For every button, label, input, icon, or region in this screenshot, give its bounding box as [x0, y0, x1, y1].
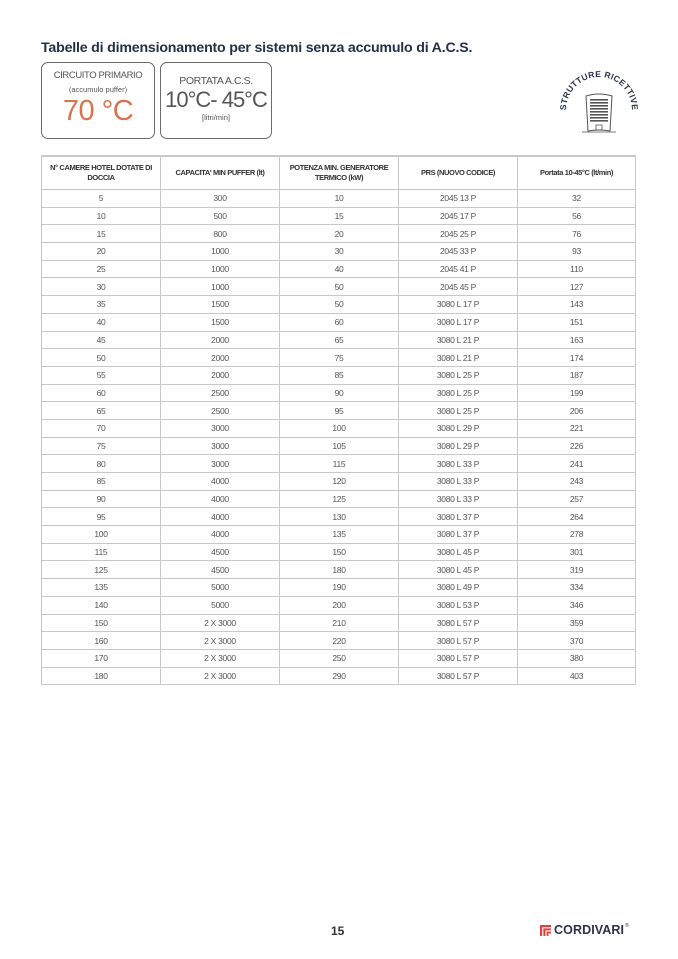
cell-flow-rate: 163 — [518, 331, 636, 349]
cell-flow-rate: 257 — [518, 490, 636, 508]
cell-prs-code: 3080 L 33 P — [399, 490, 518, 508]
table-row — [42, 207, 636, 225]
cell-puffer-capacity: 2500 — [161, 384, 280, 402]
cell-rooms: 75 — [42, 437, 161, 455]
cell-flow-rate: 187 — [518, 366, 636, 384]
cell-flow-rate: 127 — [518, 278, 636, 296]
table-row — [42, 561, 636, 579]
cell-flow-rate: 32 — [518, 190, 636, 208]
cell-prs-code: 2045 25 P — [399, 225, 518, 243]
table-row — [42, 596, 636, 614]
cell-puffer-capacity: 4000 — [161, 473, 280, 491]
cell-flow-rate: 380 — [518, 649, 636, 667]
table-row — [42, 649, 636, 667]
acs-flow-temperature-range: 10°C- 45°C — [165, 87, 267, 112]
cell-puffer-capacity: 1500 — [161, 296, 280, 314]
cell-rooms: 70 — [42, 419, 161, 437]
cell-rooms: 125 — [42, 561, 161, 579]
col-header-prs-code: PRS (NUOVO CODICE) — [399, 156, 518, 190]
table-row — [42, 402, 636, 420]
cell-rooms: 60 — [42, 384, 161, 402]
cell-puffer-capacity: 5000 — [161, 579, 280, 597]
acs-flow-unit: [litri/min] — [202, 113, 230, 122]
cell-rooms: 90 — [42, 490, 161, 508]
cell-generator-power: 65 — [280, 331, 399, 349]
cell-generator-power: 190 — [280, 579, 399, 597]
cell-flow-rate: 359 — [518, 614, 636, 632]
cell-rooms: 160 — [42, 632, 161, 650]
cell-rooms: 35 — [42, 296, 161, 314]
cell-generator-power: 95 — [280, 402, 399, 420]
cell-puffer-capacity: 4500 — [161, 561, 280, 579]
cell-flow-rate: 241 — [518, 455, 636, 473]
cell-prs-code: 2045 17 P — [399, 207, 518, 225]
primary-circuit-temperature: 70 °C — [62, 95, 134, 127]
cell-rooms: 115 — [42, 543, 161, 561]
cell-rooms: 20 — [42, 243, 161, 261]
cell-rooms: 170 — [42, 649, 161, 667]
table-row — [42, 508, 636, 526]
table-row — [42, 632, 636, 650]
table-row — [42, 278, 636, 296]
cell-rooms: 85 — [42, 473, 161, 491]
table-row — [42, 384, 636, 402]
table-row — [42, 667, 636, 685]
cell-puffer-capacity: 2000 — [161, 331, 280, 349]
cell-prs-code: 3080 L 25 P — [399, 366, 518, 384]
table-row — [42, 455, 636, 473]
cell-prs-code: 3080 L 29 P — [399, 437, 518, 455]
cell-flow-rate: 346 — [518, 596, 636, 614]
cell-prs-code: 3080 L 53 P — [399, 596, 518, 614]
cell-rooms: 55 — [42, 366, 161, 384]
cell-puffer-capacity: 1000 — [161, 243, 280, 261]
cell-prs-code: 2045 41 P — [399, 260, 518, 278]
acs-flow-label: PORTATA A.C.S. — [179, 75, 253, 87]
cell-prs-code: 3080 L 25 P — [399, 402, 518, 420]
cell-generator-power: 75 — [280, 349, 399, 367]
col-header-puffer-capacity: CAPACITA' MIN PUFFER (lt) — [161, 156, 280, 190]
cell-generator-power: 10 — [280, 190, 399, 208]
cell-puffer-capacity: 3000 — [161, 437, 280, 455]
svg-text:STRUTTURE RICETTIVE: STRUTTURE RICETTIVE — [557, 68, 641, 111]
cell-rooms: 5 — [42, 190, 161, 208]
brand-name: CORDIVARI — [554, 923, 625, 937]
cell-generator-power: 115 — [280, 455, 399, 473]
cell-prs-code: 3080 L 17 P — [399, 313, 518, 331]
cell-flow-rate: 301 — [518, 543, 636, 561]
cell-prs-code: 3080 L 45 P — [399, 543, 518, 561]
cell-flow-rate: 174 — [518, 349, 636, 367]
cell-puffer-capacity: 2 X 3000 — [161, 649, 280, 667]
cell-flow-rate: 110 — [518, 260, 636, 278]
cell-puffer-capacity: 2 X 3000 — [161, 667, 280, 685]
cell-flow-rate: 278 — [518, 526, 636, 544]
cell-generator-power: 180 — [280, 561, 399, 579]
cordivari-logo — [540, 923, 629, 937]
table-row — [42, 260, 636, 278]
cell-puffer-capacity: 3000 — [161, 455, 280, 473]
cell-rooms: 150 — [42, 614, 161, 632]
cell-puffer-capacity: 2000 — [161, 349, 280, 367]
cell-rooms: 65 — [42, 402, 161, 420]
primary-circuit-label: CIRCUITO PRIMARIO — [53, 70, 143, 81]
cell-prs-code: 2045 13 P — [399, 190, 518, 208]
table-header-row — [42, 156, 636, 190]
table-row — [42, 243, 636, 261]
cell-prs-code: 3080 L 57 P — [399, 614, 518, 632]
cell-rooms: 45 — [42, 331, 161, 349]
cell-puffer-capacity: 4000 — [161, 526, 280, 544]
cell-prs-code: 3080 L 29 P — [399, 419, 518, 437]
table-row — [42, 331, 636, 349]
cell-flow-rate: 226 — [518, 437, 636, 455]
cell-puffer-capacity: 4000 — [161, 490, 280, 508]
page-title: Tabelle di dimensionamento per sistemi senza accumulo di A.C.S. — [41, 40, 473, 56]
cell-generator-power: 50 — [280, 278, 399, 296]
cell-prs-code: 2045 45 P — [399, 278, 518, 296]
cell-generator-power: 130 — [280, 508, 399, 526]
cell-rooms: 40 — [42, 313, 161, 331]
cell-flow-rate: 221 — [518, 419, 636, 437]
cell-generator-power: 200 — [280, 596, 399, 614]
cell-puffer-capacity: 500 — [161, 207, 280, 225]
cell-prs-code: 3080 L 45 P — [399, 561, 518, 579]
table-row — [42, 419, 636, 437]
cell-prs-code: 3080 L 37 P — [399, 508, 518, 526]
col-header-rooms: N° CAMERE HOTEL DOTATE DI DOCCIA — [42, 156, 161, 190]
cell-prs-code: 3080 L 21 P — [399, 349, 518, 367]
cell-puffer-capacity: 300 — [161, 190, 280, 208]
cell-flow-rate: 199 — [518, 384, 636, 402]
cell-generator-power: 210 — [280, 614, 399, 632]
cell-prs-code: 3080 L 37 P — [399, 526, 518, 544]
table-row — [42, 366, 636, 384]
cell-rooms: 25 — [42, 260, 161, 278]
cell-puffer-capacity: 5000 — [161, 596, 280, 614]
page-number: 15 — [331, 924, 345, 938]
cell-puffer-capacity: 1500 — [161, 313, 280, 331]
cell-flow-rate: 243 — [518, 473, 636, 491]
cell-rooms: 180 — [42, 667, 161, 685]
primary-circuit-sublabel: (accumulo puffer) — [68, 85, 128, 94]
cell-rooms: 80 — [42, 455, 161, 473]
cordivari-mark-icon — [540, 925, 551, 936]
cell-prs-code: 3080 L 33 P — [399, 455, 518, 473]
cell-flow-rate: 264 — [518, 508, 636, 526]
cell-generator-power: 50 — [280, 296, 399, 314]
cell-rooms: 140 — [42, 596, 161, 614]
table-row — [42, 313, 636, 331]
cell-puffer-capacity: 2000 — [161, 366, 280, 384]
cell-generator-power: 135 — [280, 526, 399, 544]
cell-puffer-capacity: 800 — [161, 225, 280, 243]
cell-generator-power: 125 — [280, 490, 399, 508]
acs-flow-box — [160, 62, 272, 139]
cell-prs-code: 3080 L 33 P — [399, 473, 518, 491]
cell-flow-rate: 403 — [518, 667, 636, 685]
cell-generator-power: 120 — [280, 473, 399, 491]
cell-flow-rate: 151 — [518, 313, 636, 331]
cell-flow-rate: 93 — [518, 243, 636, 261]
cell-puffer-capacity: 2 X 3000 — [161, 614, 280, 632]
table-row — [42, 579, 636, 597]
cell-generator-power: 100 — [280, 419, 399, 437]
col-header-generator-power: POTENZA MIN. GENERATORE TERMICO (kW) — [280, 156, 399, 190]
cell-generator-power: 220 — [280, 632, 399, 650]
strutture-ricettive-badge — [556, 66, 642, 146]
sizing-table — [41, 155, 636, 685]
table-row — [42, 473, 636, 491]
cell-prs-code: 3080 L 25 P — [399, 384, 518, 402]
cell-prs-code: 3080 L 21 P — [399, 331, 518, 349]
cell-generator-power: 15 — [280, 207, 399, 225]
cell-flow-rate: 334 — [518, 579, 636, 597]
table-row — [42, 349, 636, 367]
cell-puffer-capacity: 4000 — [161, 508, 280, 526]
table-row — [42, 296, 636, 314]
cell-puffer-capacity: 2 X 3000 — [161, 632, 280, 650]
cell-generator-power: 85 — [280, 366, 399, 384]
cell-generator-power: 40 — [280, 260, 399, 278]
hotel-building-icon — [556, 66, 642, 146]
cell-generator-power: 30 — [280, 243, 399, 261]
cell-rooms: 135 — [42, 579, 161, 597]
cell-generator-power: 150 — [280, 543, 399, 561]
cell-rooms: 95 — [42, 508, 161, 526]
table-row — [42, 526, 636, 544]
cell-flow-rate: 143 — [518, 296, 636, 314]
cell-rooms: 30 — [42, 278, 161, 296]
cell-generator-power: 20 — [280, 225, 399, 243]
cell-generator-power: 105 — [280, 437, 399, 455]
table-row — [42, 225, 636, 243]
table-row — [42, 437, 636, 455]
primary-circuit-box — [41, 62, 155, 139]
table-body — [42, 190, 636, 685]
cell-prs-code: 3080 L 17 P — [399, 296, 518, 314]
cell-generator-power: 290 — [280, 667, 399, 685]
cell-generator-power: 60 — [280, 313, 399, 331]
cell-puffer-capacity: 2500 — [161, 402, 280, 420]
cell-prs-code: 2045 33 P — [399, 243, 518, 261]
table-row — [42, 190, 636, 208]
cell-rooms: 10 — [42, 207, 161, 225]
table-row — [42, 614, 636, 632]
cell-generator-power: 250 — [280, 649, 399, 667]
cell-flow-rate: 76 — [518, 225, 636, 243]
cell-prs-code: 3080 L 57 P — [399, 632, 518, 650]
cell-rooms: 100 — [42, 526, 161, 544]
registered-mark: ® — [625, 923, 629, 929]
table-row — [42, 490, 636, 508]
cell-rooms: 15 — [42, 225, 161, 243]
cell-puffer-capacity: 3000 — [161, 419, 280, 437]
cell-flow-rate: 370 — [518, 632, 636, 650]
cell-flow-rate: 319 — [518, 561, 636, 579]
cell-puffer-capacity: 4500 — [161, 543, 280, 561]
cell-puffer-capacity: 1000 — [161, 260, 280, 278]
cell-prs-code: 3080 L 57 P — [399, 649, 518, 667]
cell-puffer-capacity: 1000 — [161, 278, 280, 296]
table-row — [42, 543, 636, 561]
cell-generator-power: 90 — [280, 384, 399, 402]
cell-prs-code: 3080 L 57 P — [399, 667, 518, 685]
cell-flow-rate: 206 — [518, 402, 636, 420]
cell-rooms: 50 — [42, 349, 161, 367]
col-header-flow-rate: Portata 10-45°C (lt/min) — [518, 156, 636, 190]
cell-prs-code: 3080 L 49 P — [399, 579, 518, 597]
cell-flow-rate: 56 — [518, 207, 636, 225]
